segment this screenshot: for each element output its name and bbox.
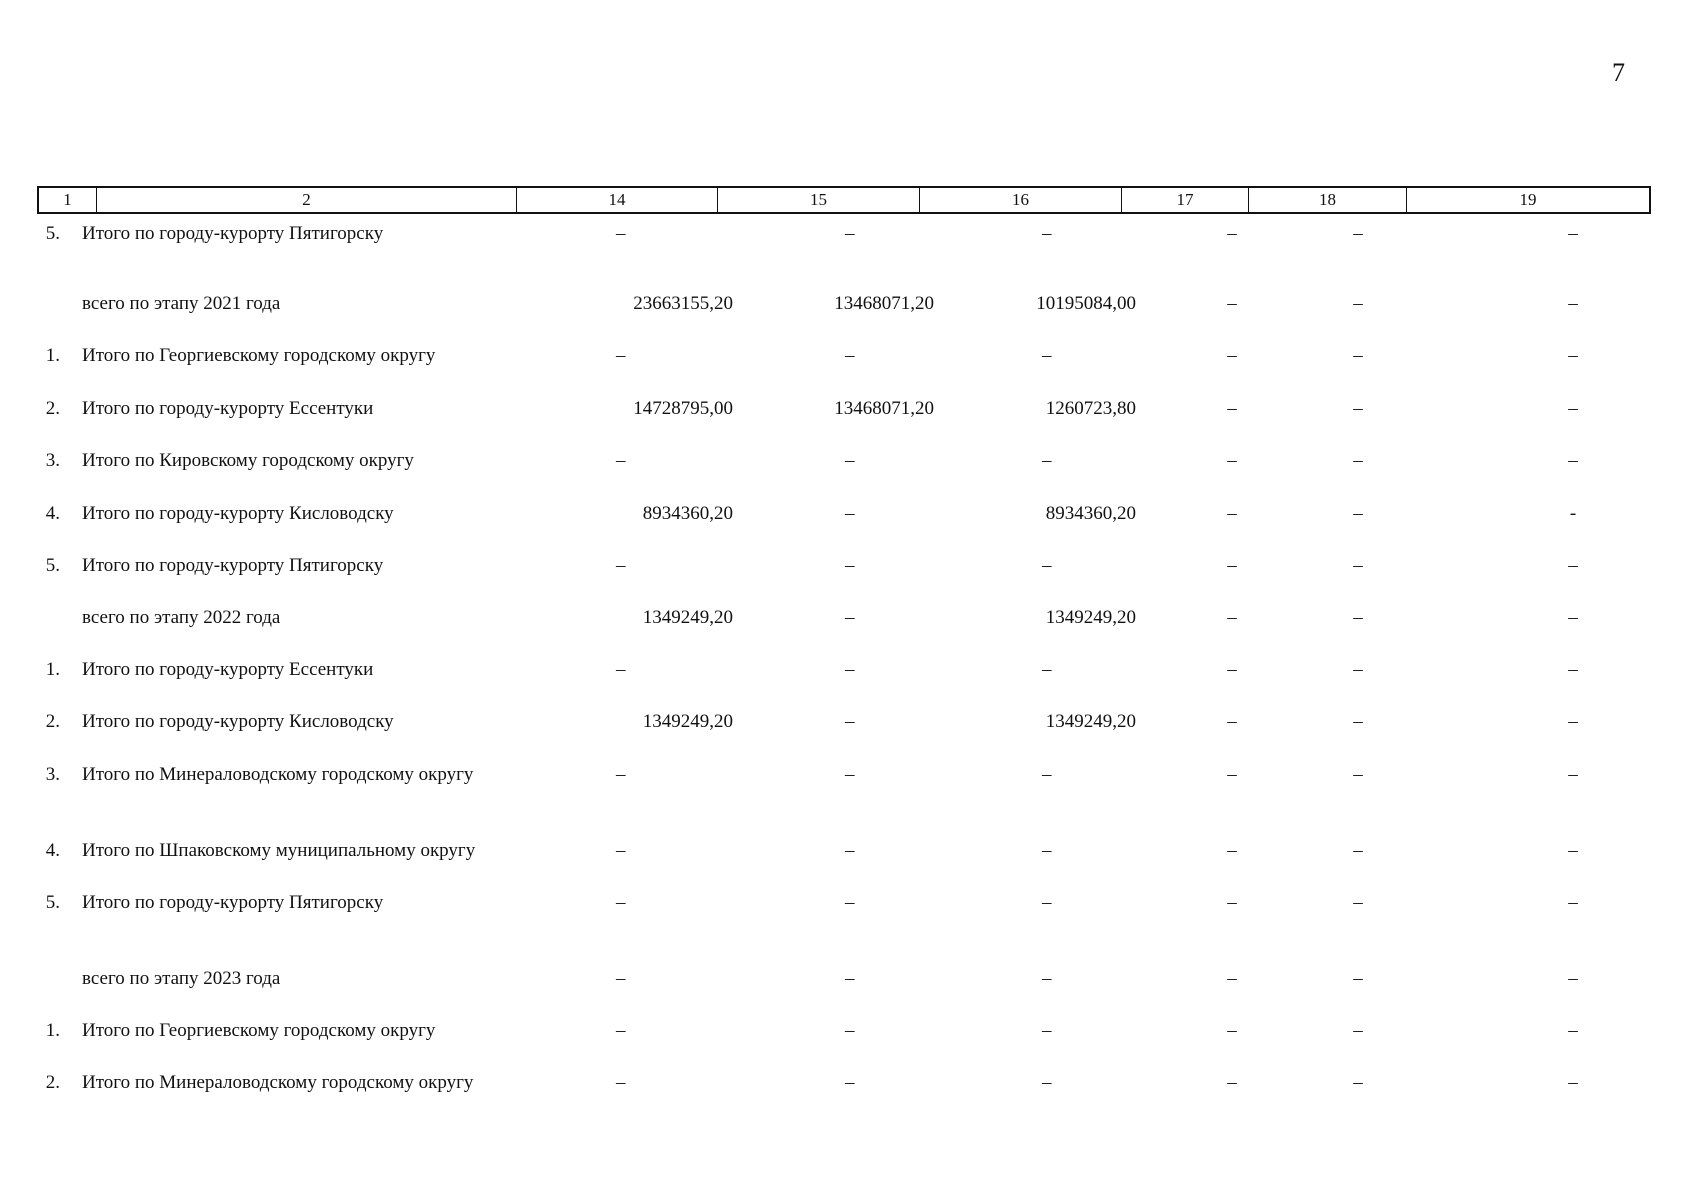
cell-c14: 8934360,20 [642, 503, 733, 524]
cell-c16: – [1042, 555, 1052, 576]
cell-c14: – [616, 555, 626, 576]
cell-c16: 8934360,20 [1045, 503, 1136, 524]
cell-c15: – [845, 607, 855, 628]
cell-name: Итого по городу-курорту Пятигорску [82, 555, 384, 576]
page-number: 7 [1612, 58, 1625, 87]
cell-c19: – [1568, 711, 1578, 732]
table-row [0, 839, 1648, 863]
cell-c19: – [1568, 892, 1578, 913]
cell-name: Итого по городу-курорту Кисловодску [82, 711, 394, 732]
table-row [0, 222, 1648, 246]
cell-num [18, 292, 76, 316]
cell-c17: – [1227, 398, 1237, 419]
table-row [0, 1071, 1648, 1095]
cell-c19: – [1568, 607, 1578, 628]
cell-num: 1. [45, 345, 60, 366]
cell-c16: – [1042, 345, 1052, 366]
cell-c18: – [1353, 398, 1363, 419]
header-col-14: 14 [517, 188, 718, 212]
cell-c19: – [1568, 555, 1578, 576]
cell-c15: – [845, 840, 855, 861]
cell-name: Итого по Шпаковскому муниципальному округу [82, 840, 476, 861]
table-header [37, 186, 1651, 214]
table-row [0, 449, 1648, 473]
cell-c18: – [1353, 968, 1363, 989]
cell-c16: – [1042, 450, 1052, 471]
cell-c16: 1349249,20 [1045, 711, 1136, 732]
cell-num: 5. [45, 223, 60, 244]
cell-c15: – [845, 223, 855, 244]
cell-c17: – [1227, 968, 1237, 989]
cell-c16: – [1042, 223, 1052, 244]
cell-c17: – [1227, 659, 1237, 680]
header-col-1: 1 [39, 188, 97, 212]
cell-c18: – [1353, 1020, 1363, 1041]
cell-c14: 14728795,00 [633, 398, 733, 419]
cell-name: Итого по Георгиевскому городскому округу [82, 1020, 436, 1041]
cell-c16: – [1042, 968, 1052, 989]
cell-name: Итого по городу-курорту Кисловодску [82, 503, 394, 524]
table-row [0, 891, 1648, 915]
header-col-2: 2 [97, 188, 517, 212]
header-col-19: 19 [1519, 190, 1537, 209]
cell-c16: – [1042, 892, 1052, 913]
cell-c19: – [1568, 345, 1578, 366]
cell-c18: – [1353, 450, 1363, 471]
cell-num: 1. [45, 659, 60, 680]
cell-c17: – [1227, 345, 1237, 366]
cell-c14: – [616, 659, 626, 680]
header-col-18: 18 [1249, 188, 1407, 212]
table-row [0, 344, 1648, 368]
cell-c14: 1349249,20 [642, 607, 733, 628]
cell-c17: – [1227, 892, 1237, 913]
cell-name: Итого по Минераловодскому городскому округу [82, 1072, 474, 1093]
cell-c15: – [845, 892, 855, 913]
cell-c14: – [616, 968, 626, 989]
table-row [0, 658, 1648, 682]
cell-num: 3. [45, 450, 60, 471]
table-row [0, 710, 1648, 734]
cell-c17: – [1227, 450, 1237, 471]
cell-c15: – [845, 345, 855, 366]
cell-name: всего по этапу 2023 года [82, 968, 281, 989]
cell-c15: 13468071,20 [834, 398, 934, 419]
cell-num: 5. [45, 892, 60, 913]
cell-num: 2. [45, 711, 60, 732]
cell-num: 5. [45, 555, 60, 576]
cell-c19: – [1568, 968, 1578, 989]
cell-c18: – [1353, 345, 1363, 366]
cell-c18: – [1353, 503, 1363, 524]
cell-c14: – [616, 764, 626, 785]
cell-c16: – [1042, 840, 1052, 861]
cell-num: 3. [45, 764, 60, 785]
cell-c19: – [1568, 1020, 1578, 1041]
cell-c17: – [1227, 1020, 1237, 1041]
cell-c19: – [1568, 659, 1578, 680]
cell-c17: – [1227, 293, 1237, 314]
cell-c18: – [1353, 293, 1363, 314]
cell-c19: – [1568, 1072, 1578, 1093]
cell-c17: – [1227, 840, 1237, 861]
cell-c19: – [1568, 223, 1578, 244]
cell-c15: 13468071,20 [834, 293, 934, 314]
cell-num: 4. [45, 840, 60, 861]
cell-c19: – [1568, 764, 1578, 785]
cell-c18: – [1353, 1072, 1363, 1093]
cell-c19: – [1568, 840, 1578, 861]
cell-c19: - [1569, 503, 1577, 524]
table-row [0, 1019, 1648, 1043]
cell-name: Итого по Георгиевскому городскому округу [82, 345, 436, 366]
cell-c17: – [1227, 607, 1237, 628]
cell-c14: 1349249,20 [642, 711, 733, 732]
cell-c18: – [1353, 223, 1363, 244]
cell-c15: – [845, 1072, 855, 1093]
cell-name: всего по этапу 2021 года [82, 293, 281, 314]
table-row [0, 502, 1648, 526]
table-row [0, 554, 1648, 578]
cell-c18: – [1353, 764, 1363, 785]
cell-name: Итого по городу-курорту Ессентуки [82, 659, 374, 680]
cell-c18: – [1353, 659, 1363, 680]
cell-c14: – [616, 223, 626, 244]
cell-c17: – [1227, 764, 1237, 785]
cell-c18: – [1353, 840, 1363, 861]
cell-name: Итого по городу-курорту Ессентуки [82, 398, 374, 419]
cell-c15: – [845, 659, 855, 680]
cell-c15: – [845, 555, 855, 576]
cell-c15: – [845, 968, 855, 989]
cell-num: 2. [45, 1072, 60, 1093]
cell-c18: – [1353, 555, 1363, 576]
cell-c15: – [845, 764, 855, 785]
cell-c15: – [845, 711, 855, 732]
cell-num [18, 606, 76, 630]
cell-c17: – [1227, 503, 1237, 524]
cell-c16: – [1042, 764, 1052, 785]
cell-c14: – [616, 840, 626, 861]
cell-num [18, 967, 76, 991]
cell-c15: – [845, 1020, 855, 1041]
cell-c18: – [1353, 711, 1363, 732]
cell-c16: 10195084,00 [1036, 293, 1136, 314]
cell-c17: – [1227, 711, 1237, 732]
cell-name: Итого по городу-курорту Пятигорску [82, 223, 384, 244]
table-row [0, 967, 1648, 991]
cell-c16: – [1042, 1020, 1052, 1041]
cell-c14: – [616, 892, 626, 913]
cell-c16: – [1042, 659, 1052, 680]
cell-c19: – [1568, 293, 1578, 314]
cell-name: Итого по Кировскому городскому округу [82, 450, 414, 471]
cell-c17: – [1227, 223, 1237, 244]
cell-num: 4. [45, 503, 60, 524]
table-row [0, 397, 1648, 421]
table-row [0, 763, 1648, 787]
table-row [0, 292, 1648, 316]
cell-c17: – [1227, 555, 1237, 576]
header-col-15: 15 [718, 188, 920, 212]
cell-num: 1. [45, 1020, 60, 1041]
cell-c14: – [616, 345, 626, 366]
cell-c19: – [1568, 450, 1578, 471]
cell-c16: – [1042, 1072, 1052, 1093]
cell-c19: – [1568, 398, 1578, 419]
cell-c14: – [616, 450, 626, 471]
cell-name: всего по этапу 2022 года [82, 607, 281, 628]
cell-name: Итого по городу-курорту Пятигорску [82, 892, 384, 913]
cell-c14: – [616, 1072, 626, 1093]
cell-c18: – [1353, 892, 1363, 913]
cell-c16: 1349249,20 [1045, 607, 1136, 628]
table-row [0, 606, 1648, 630]
cell-c17: – [1227, 1072, 1237, 1093]
cell-name: Итого по Минераловодскому городскому округу [82, 764, 474, 785]
cell-num: 2. [45, 398, 60, 419]
cell-c14: – [616, 1020, 626, 1041]
header-col-16: 16 [920, 188, 1122, 212]
cell-c16: 1260723,80 [1045, 398, 1136, 419]
cell-c15: – [845, 503, 855, 524]
header-col-17: 17 [1122, 188, 1249, 212]
cell-c14: 23663155,20 [633, 293, 733, 314]
cell-c18: – [1353, 607, 1363, 628]
cell-c15: – [845, 450, 855, 471]
